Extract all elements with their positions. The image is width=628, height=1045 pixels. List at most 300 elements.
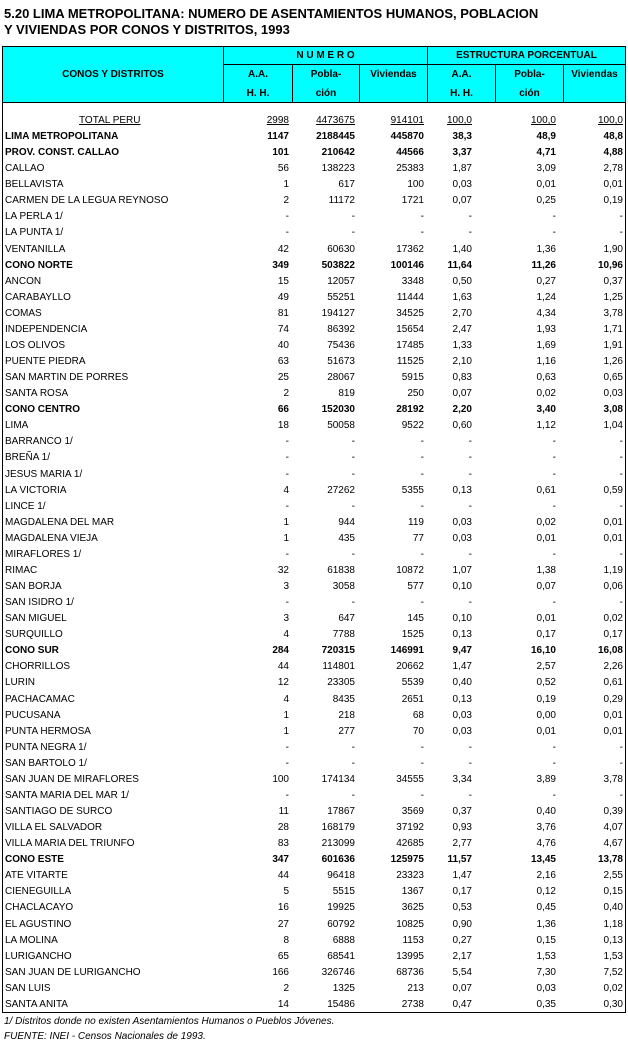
cell-value: 210642: [321, 147, 355, 159]
cell-value: -: [468, 597, 472, 609]
cell-value: -: [285, 211, 289, 223]
cell-value: 28: [277, 822, 289, 834]
cell-value: 4: [283, 629, 289, 641]
cell-value: 11,64: [447, 259, 472, 271]
footnote: 1/ Distritos donde no existen Asentamientos Humanos o Pueblos Jóvenes.: [4, 1016, 335, 1027]
cell-value: 34525: [396, 307, 424, 319]
district-name: LA PUNTA 1/: [5, 227, 64, 239]
cell-value: 2738: [401, 998, 424, 1010]
district-name: SANTIAGO DE SURCO: [5, 806, 113, 817]
cell-value: -: [552, 757, 556, 769]
cell-value: 4473675: [316, 115, 355, 126]
cell-value: 0,40: [603, 902, 623, 914]
cell-value: -: [285, 452, 289, 464]
cell-value: 3569: [401, 806, 424, 817]
cell-value: -: [285, 436, 289, 448]
header-poblacion-pct-2: ción: [519, 88, 540, 99]
cell-value: 1,90: [603, 243, 623, 255]
cell-value: 11,26: [531, 259, 556, 271]
table-row: [3, 756, 625, 772]
cell-value: 101: [272, 147, 289, 159]
cell-value: 9,47: [452, 645, 472, 657]
cell-value: 4,88: [603, 147, 623, 159]
district-name: LIMA: [5, 420, 29, 432]
cell-value: 0,52: [536, 677, 556, 689]
cell-value: 3: [283, 613, 289, 625]
cell-value: 5915: [401, 372, 424, 384]
table-row: [3, 627, 625, 643]
cell-value: 86392: [327, 323, 355, 335]
cell-value: 0,15: [603, 886, 623, 898]
cell-value: 27262: [327, 484, 355, 496]
cell-value: 11,57: [447, 854, 472, 866]
cell-value: 38,3: [452, 131, 472, 143]
cell-value: -: [351, 741, 355, 753]
cell-value: -: [420, 227, 424, 239]
district-name: RIMAC: [5, 564, 38, 576]
cell-value: 4: [283, 484, 289, 496]
cell-value: 152030: [321, 404, 355, 416]
table-row: [3, 209, 625, 225]
table-row: [3, 611, 625, 627]
cell-value: 0,01: [603, 532, 623, 544]
district-name: LINCE 1/: [5, 500, 46, 512]
cell-value: 1,69: [536, 339, 556, 351]
cell-value: -: [619, 211, 623, 223]
cell-value: 0,03: [452, 725, 472, 737]
cell-value: 347: [272, 854, 289, 866]
cell-value: 1: [283, 725, 289, 737]
cell-value: 3,34: [452, 773, 472, 785]
district-name: BELLAVISTA: [5, 179, 64, 191]
cell-value: -: [552, 500, 556, 512]
cell-value: 0,01: [603, 725, 623, 737]
district-name: SAN MIGUEL: [5, 613, 67, 625]
district-name: SAN BARTOLO 1/: [5, 757, 87, 769]
table-body: [2, 103, 626, 1013]
cell-value: 0,17: [536, 629, 556, 641]
cell-value: 1: [283, 532, 289, 544]
cell-value: 40: [277, 339, 289, 351]
cell-value: 0,19: [603, 195, 623, 207]
table-row: [3, 434, 625, 450]
table-row: [3, 740, 625, 756]
cell-value: 0,50: [452, 275, 472, 287]
cell-value: 0,01: [536, 532, 556, 544]
cell-value: 0,17: [603, 629, 623, 641]
cell-value: 10872: [396, 564, 424, 576]
cell-value: 0,37: [452, 806, 472, 817]
cell-value: 2188445: [316, 131, 355, 143]
district-name: ATE VITARTE: [5, 870, 68, 882]
cell-value: 27: [277, 918, 289, 930]
cell-value: 2,55: [603, 870, 623, 882]
cell-value: 63: [277, 356, 289, 368]
cell-value: 0,53: [452, 902, 472, 914]
cell-value: 0,65: [603, 372, 623, 384]
cell-value: 7788: [332, 629, 355, 641]
district-name: EL AGUSTINO: [5, 918, 72, 930]
district-name: ANCON: [5, 275, 42, 287]
district-name: LA MOLINA: [5, 934, 58, 946]
district-name: BREÑA 1/: [5, 452, 51, 464]
cell-value: 0,45: [536, 902, 556, 914]
cell-value: 68541: [327, 950, 355, 962]
district-name: CONO SUR: [5, 645, 59, 657]
cell-value: 0,15: [536, 934, 556, 946]
district-name: LIMA METROPOLITANA: [5, 131, 119, 143]
district-name: SAN ISIDRO 1/: [5, 597, 74, 609]
cell-value: -: [619, 548, 623, 560]
cell-value: 0,17: [452, 886, 472, 898]
cell-value: 2,47: [452, 323, 472, 335]
district-name: TOTAL PERU: [79, 115, 141, 126]
cell-value: 2: [283, 982, 289, 994]
district-name: BARRANCO 1/: [5, 436, 73, 448]
cell-value: 100: [272, 773, 289, 785]
cell-value: -: [468, 211, 472, 223]
cell-value: 0,13: [603, 934, 623, 946]
district-name: PUNTA HERMOSA: [5, 725, 91, 737]
cell-value: 213099: [321, 838, 355, 850]
cell-value: 25: [277, 372, 289, 384]
cell-value: 601636: [321, 854, 355, 866]
cell-value: 2,78: [603, 163, 623, 175]
cell-value: -: [468, 789, 472, 801]
cell-value: 3,08: [603, 404, 623, 416]
district-name: MAGDALENA VIEJA: [5, 532, 98, 544]
district-name: SURQUILLO: [5, 629, 63, 641]
cell-value: -: [420, 211, 424, 223]
cell-value: 16: [277, 902, 289, 914]
cell-value: 445870: [390, 131, 424, 143]
cell-value: -: [552, 789, 556, 801]
cell-value: 0,03: [452, 516, 472, 528]
cell-value: 5515: [332, 886, 355, 898]
cell-value: 0,12: [536, 886, 556, 898]
cell-value: 1153: [402, 934, 424, 946]
cell-value: 0,37: [603, 275, 623, 287]
cell-value: 0,47: [452, 998, 472, 1010]
cell-value: 14: [277, 998, 289, 1010]
cell-value: -: [552, 597, 556, 609]
cell-value: 2,16: [536, 870, 556, 882]
cell-value: 17362: [396, 243, 424, 255]
table-row: [3, 772, 625, 788]
cell-value: 0,07: [452, 195, 472, 207]
cell-value: 11: [278, 806, 289, 817]
cell-value: 0,02: [603, 982, 623, 994]
cell-value: 1,91: [603, 339, 623, 351]
cell-value: 114801: [322, 661, 355, 673]
district-name: JESUS MARIA 1/: [5, 468, 83, 480]
cell-value: 11525: [396, 356, 424, 368]
cell-value: 2,17: [452, 950, 472, 962]
cell-value: 435: [338, 532, 355, 544]
cell-value: 1721: [401, 195, 424, 207]
cell-value: 15654: [396, 323, 424, 335]
table-row: [3, 402, 625, 418]
cell-value: 1,38: [536, 564, 556, 576]
cell-value: 100: [407, 179, 424, 191]
cell-value: -: [420, 548, 424, 560]
cell-value: 100,0: [530, 115, 556, 126]
cell-value: 213: [407, 982, 424, 994]
cell-value: 2,26: [603, 661, 623, 673]
table-row: [3, 836, 625, 852]
cell-value: 0,06: [603, 581, 623, 593]
district-name: LA PERLA 1/: [5, 211, 63, 223]
cell-value: 5: [283, 886, 289, 898]
cell-value: -: [285, 500, 289, 512]
table-row: [3, 724, 625, 740]
table-row: [3, 450, 625, 466]
district-name: CIENEGUILLA: [5, 886, 72, 898]
header-conos-distritos: CONOS Y DISTRITOS: [62, 69, 164, 80]
cell-value: 0,03: [452, 179, 472, 191]
header-hh-pct: H. H.: [450, 88, 473, 99]
district-name: SAN JUAN DE LURIGANCHO: [5, 966, 141, 978]
table-row: [3, 274, 625, 290]
cell-value: 3625: [401, 902, 424, 914]
cell-value: 100146: [390, 259, 424, 271]
cell-value: 7,52: [603, 966, 623, 978]
cell-value: -: [420, 597, 424, 609]
cell-value: 50058: [327, 420, 355, 432]
table-row: [3, 161, 625, 177]
cell-value: 1,63: [452, 291, 472, 303]
cell-value: 11172: [328, 195, 355, 207]
cell-value: 18: [277, 420, 289, 432]
district-name: CHORRILLOS: [5, 661, 71, 673]
cell-value: 19925: [327, 902, 355, 914]
cell-value: 20662: [396, 661, 424, 673]
cell-value: -: [285, 468, 289, 480]
district-name: SANTA MARIA DEL MAR 1/: [5, 789, 129, 801]
cell-value: 1,47: [452, 661, 472, 673]
cell-value: 13995: [396, 950, 424, 962]
cell-value: 326746: [321, 966, 355, 978]
cell-value: 96418: [327, 870, 355, 882]
cell-value: -: [619, 227, 623, 239]
cell-value: 0,59: [603, 484, 623, 496]
cell-value: 1,12: [536, 420, 556, 432]
cell-value: -: [468, 757, 472, 769]
table-row: [3, 788, 625, 804]
cell-value: -: [619, 468, 623, 480]
table-row: [3, 884, 625, 900]
table-row: [3, 708, 625, 724]
table-row: [3, 113, 625, 129]
table-row: [3, 917, 625, 933]
cell-value: 25383: [396, 163, 424, 175]
cell-value: 349: [272, 259, 289, 271]
cell-value: 0,93: [452, 822, 472, 834]
district-name: LURIN: [5, 677, 36, 689]
cell-value: 12057: [327, 275, 355, 287]
cell-value: 1,04: [603, 420, 623, 432]
district-name: VILLA EL SALVADOR: [5, 822, 103, 834]
cell-value: 1,36: [536, 918, 556, 930]
cell-value: 100,0: [446, 115, 472, 126]
cell-value: -: [285, 548, 289, 560]
cell-value: 0,61: [603, 677, 623, 689]
cell-value: 37192: [396, 822, 424, 834]
table-row: [3, 659, 625, 675]
cell-value: 0,35: [536, 998, 556, 1010]
header-poblacion-pct: Pobla-: [514, 69, 545, 80]
cell-value: 2998: [266, 115, 289, 126]
cell-value: -: [285, 789, 289, 801]
header-viviendas-pct: Viviendas: [571, 69, 618, 80]
cell-value: 0,00: [536, 709, 556, 721]
cell-value: 125975: [390, 854, 424, 866]
district-name: COMAS: [5, 307, 42, 319]
cell-value: 1,16: [536, 356, 556, 368]
cell-value: 61838: [327, 564, 355, 576]
cell-value: -: [351, 468, 355, 480]
cell-value: -: [351, 436, 355, 448]
cell-value: 17485: [396, 339, 424, 351]
district-name: SANTA ROSA: [5, 388, 69, 400]
cell-value: -: [468, 741, 472, 753]
cell-value: 49: [277, 291, 289, 303]
header-divider: [223, 64, 625, 65]
cell-value: 1,25: [603, 291, 623, 303]
district-name: VENTANILLA: [5, 243, 66, 255]
cell-value: -: [552, 436, 556, 448]
cell-value: -: [468, 452, 472, 464]
cell-value: 0,03: [536, 982, 556, 994]
cell-value: 15: [277, 275, 289, 287]
table-row: [3, 290, 625, 306]
cell-value: 914101: [390, 115, 424, 126]
cell-value: 1,33: [452, 339, 472, 351]
cell-value: 8: [283, 934, 289, 946]
cell-value: 60630: [327, 243, 355, 255]
cell-value: 4: [283, 693, 289, 705]
cell-value: 2651: [401, 693, 424, 705]
cell-value: 2,70: [452, 307, 472, 319]
district-name: MIRAFLORES 1/: [5, 548, 82, 560]
cell-value: -: [420, 436, 424, 448]
cell-value: 0,83: [452, 372, 472, 384]
district-name: SAN MARTIN DE PORRES: [5, 372, 129, 384]
cell-value: 4,76: [536, 838, 556, 850]
cell-value: -: [420, 452, 424, 464]
cell-value: 12: [277, 677, 289, 689]
cell-value: 9522: [401, 420, 424, 432]
cell-value: 2,10: [452, 356, 472, 368]
table-row: [3, 643, 625, 659]
cell-value: -: [420, 500, 424, 512]
table-row: [3, 129, 625, 145]
cell-value: 81: [277, 307, 289, 319]
table-row: [3, 933, 625, 949]
cell-value: 0,07: [452, 982, 472, 994]
district-name: SAN BORJA: [5, 581, 62, 593]
cell-value: 1,07: [452, 564, 472, 576]
cell-value: 1525: [401, 629, 424, 641]
cell-value: -: [351, 211, 355, 223]
cell-value: 5355: [401, 484, 424, 496]
cell-value: 70: [412, 725, 424, 737]
cell-value: 647: [338, 613, 355, 625]
cell-value: 75436: [327, 339, 355, 351]
cell-value: 34555: [396, 773, 424, 785]
cell-value: 1,71: [603, 323, 623, 335]
cell-value: 1: [283, 179, 289, 191]
cell-value: 42: [277, 243, 289, 255]
cell-value: 51673: [327, 356, 355, 368]
table-row: [3, 370, 625, 386]
cell-value: 0,03: [603, 388, 623, 400]
table-row: [3, 145, 625, 161]
cell-value: 944: [338, 516, 355, 528]
cell-value: 146991: [390, 645, 424, 657]
cell-value: -: [619, 757, 623, 769]
cell-value: -: [552, 452, 556, 464]
cell-value: 138223: [321, 163, 355, 175]
cell-value: 0,60: [452, 420, 472, 432]
district-name: PROV. CONST. CALLAO: [5, 147, 120, 159]
cell-value: -: [420, 468, 424, 480]
cell-value: 174134: [321, 773, 355, 785]
cell-value: 0,02: [536, 516, 556, 528]
table-row: [3, 338, 625, 354]
cell-value: -: [351, 500, 355, 512]
district-name: PACHACAMAC: [5, 693, 75, 705]
district-name: CONO CENTRO: [5, 404, 80, 416]
table-row: [3, 547, 625, 563]
cell-value: -: [552, 741, 556, 753]
header-hh: H. H.: [246, 88, 270, 99]
cell-value: 0,10: [452, 613, 472, 625]
cell-value: 55251: [327, 291, 355, 303]
table-header: [2, 46, 626, 103]
table-row: [3, 306, 625, 322]
cell-value: 119: [408, 516, 424, 528]
cell-value: 10825: [396, 918, 424, 930]
cell-value: -: [552, 211, 556, 223]
cell-value: 145: [407, 613, 424, 625]
cell-value: 3,89: [536, 773, 556, 785]
cell-value: -: [351, 597, 355, 609]
header-aa-pct: A.A.: [451, 69, 472, 80]
table-title: [4, 6, 624, 38]
district-name: PUCUSANA: [5, 709, 61, 721]
header-estructura: ESTRUCTURA PORCENTUAL: [456, 50, 597, 61]
cell-value: 0,03: [452, 532, 472, 544]
cell-value: 3,09: [536, 163, 556, 175]
table-row: [3, 675, 625, 691]
district-name: CONO ESTE: [5, 854, 64, 866]
table-row: [3, 225, 625, 241]
table-row: [3, 177, 625, 193]
cell-value: 3,37: [452, 147, 472, 159]
source-note: FUENTE: INEI - Censos Nacionales de 1993.: [4, 1031, 206, 1042]
table-row: [3, 852, 625, 868]
cell-value: 6888: [332, 934, 355, 946]
table-row: [3, 965, 625, 981]
cell-value: 0,13: [452, 629, 472, 641]
cell-value: 4,34: [536, 307, 556, 319]
cell-value: 68736: [396, 966, 424, 978]
header-numero: N U M E R O: [296, 50, 355, 61]
cell-value: 4,67: [603, 838, 623, 850]
cell-value: -: [552, 548, 556, 560]
cell-value: 3,76: [536, 822, 556, 834]
